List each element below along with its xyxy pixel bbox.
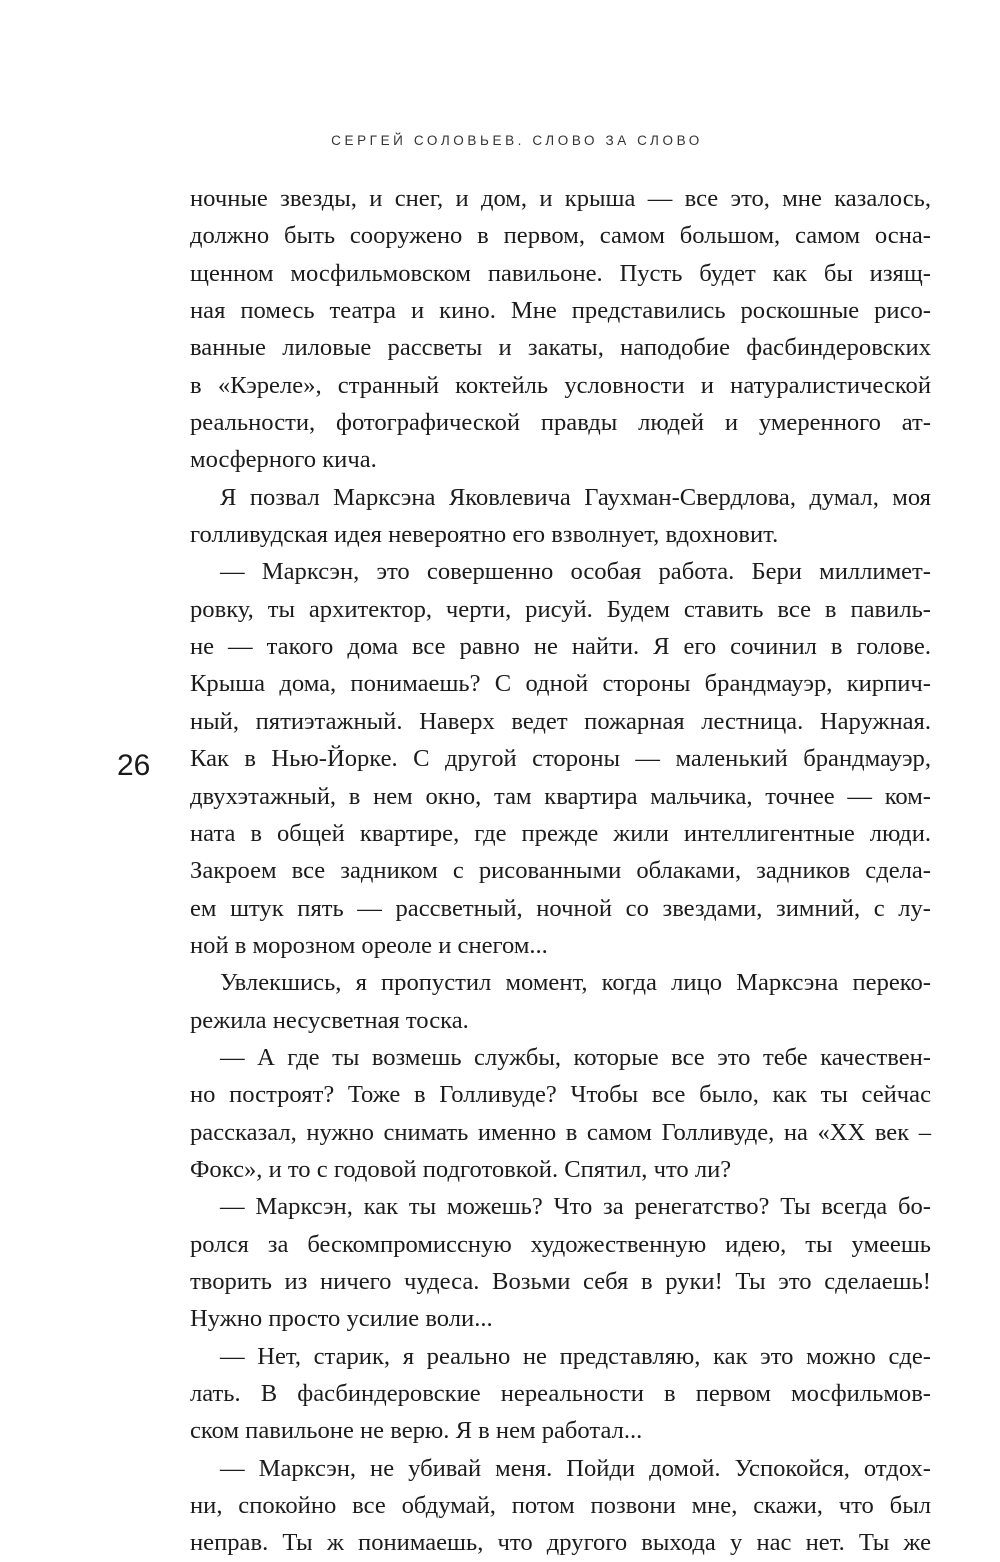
text-line: не — такого дома все равно не найти. Я его сочинил в голове. <box>190 633 931 661</box>
running-head: СЕРГЕЙ СОЛОВЬЕВ. СЛОВО ЗА СЛОВО <box>331 133 703 148</box>
paragraph <box>190 180 931 479</box>
text-line: Увлекшись, я пропустил момент, когда лицо Марксэна переко- <box>220 969 931 997</box>
paragraph <box>190 1039 931 1188</box>
text-line: двухэтажный, в нем окно, там квартира мальчика, точнее — ком- <box>190 782 931 810</box>
text-line: лать. В фасбиндеровские нереальности в первом мосфильмов- <box>190 1380 931 1407</box>
body-text <box>190 180 931 1562</box>
text-line: ем штук пять — рассветный, ночной со звездами, зимний, с лу- <box>190 894 931 922</box>
paragraph <box>190 964 931 1039</box>
text-line: Я позвал Марксэна Яковлевича Гаухман-Свердлова, думал, моя <box>220 483 931 511</box>
text-line: ночные звезды, и снег, и дом, и крыша — все это, мне казалось, <box>190 185 931 212</box>
page-number: 26 <box>117 749 151 782</box>
text-line: ной в морозном ореоле и снегом... <box>190 931 548 959</box>
text-line: но построят? Тоже в Голливуде? Чтобы все было, как ты сейчас <box>190 1081 931 1109</box>
paragraph <box>190 553 931 964</box>
text-line: Фокс», и то с годовой подготовкой. Спятил, что ли? <box>190 1155 732 1183</box>
text-line: Крыша дома, понимаешь? С одной стороны брандмауэр, кирпич- <box>190 670 931 698</box>
text-line: ни, спокойно все обдумай, потом позвони мне, скажи, что был <box>190 1492 931 1520</box>
text-line: реальности, фотографической правды людей и умеренного ат- <box>190 409 931 437</box>
paragraph <box>190 1450 931 1562</box>
text-line: Нужно просто усилие воли... <box>190 1305 493 1333</box>
text-line: Закроем все задником с рисованными облаками, задников сдела- <box>190 857 931 885</box>
text-line: мосферного кича. <box>190 446 377 474</box>
text-line: должно быть сооружено в первом, самом большом, самом осна- <box>190 222 931 250</box>
text-line: в «Кэреле», странный коктейль условности и натуралистической <box>190 371 931 399</box>
text-line: — Марксэн, это совершенно особая работа. Бери миллимет- <box>220 558 931 586</box>
text-line: ная помесь театра и кино. Мне представились роскошные рисо- <box>190 297 931 325</box>
text-line: — А где ты возмешь службы, которые все это тебе качествен- <box>220 1043 931 1071</box>
text-line: творить из ничего чудеса. Возьми себя в руки! Ты это сделаешь! <box>190 1267 931 1295</box>
text-line: — Марксэн, не убивай меня. Пойди домой. Успокойся, отдох- <box>220 1454 931 1482</box>
text-line: режила несусветная тоска. <box>190 1006 469 1034</box>
text-line: Как в Нью-Йорке. С другой стороны — маленький брандмауэр, <box>190 745 931 773</box>
text-line: ровку, ты архитектор, черти, рисуй. Будем ставить все в павиль- <box>190 595 931 623</box>
text-line: рассказал, нужно снимать именно в самом Голливуде, на «ХХ век – <box>190 1118 931 1146</box>
text-line: ванные лиловые рассветы и закаты, наподобие фасбиндеровских <box>190 334 931 362</box>
text-line: ната в общей квартире, где прежде жили интеллигентные люди. <box>190 819 931 847</box>
text-line: неправ. Ты ж понимаешь, что другого выхода у нас нет. Ты же <box>190 1529 931 1557</box>
text-line: щенном мосфильмовском павильоне. Пусть будет как бы изящ- <box>190 259 931 287</box>
text-line: ском павильоне не верю. Я в нем работал... <box>190 1417 643 1445</box>
paragraph <box>190 1188 931 1337</box>
text-line: ный, пятиэтажный. Наверх ведет пожарная лестница. Наружная. <box>190 707 931 735</box>
paragraph <box>190 1338 931 1450</box>
text-line: голливудская идея невероятно его взволнует, вдохновит. <box>190 521 779 549</box>
paragraph <box>190 479 931 554</box>
text-line: — Нет, старик, я реально не представляю, как это можно сде- <box>220 1342 931 1370</box>
text-line: ролся за бескомпромиссную художественную идею, ты умеешь <box>190 1230 931 1258</box>
text-line: — Марксэн, как ты можешь? Что за ренегатство? Ты всегда бо- <box>220 1193 931 1221</box>
